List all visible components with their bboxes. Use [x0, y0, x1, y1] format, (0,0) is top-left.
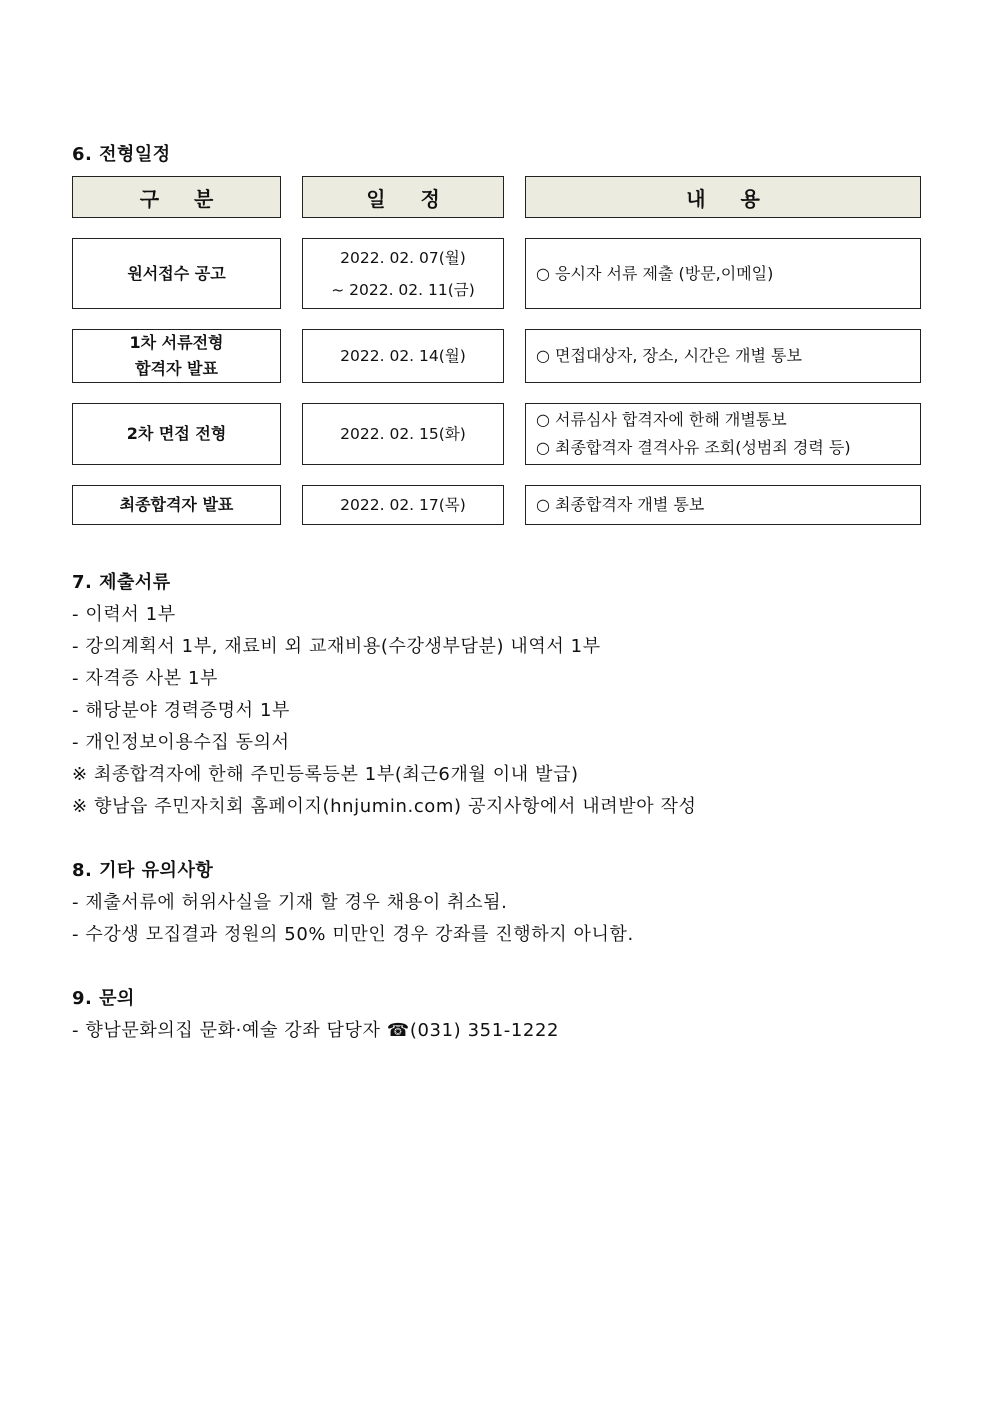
- section-7-title: 7. 제출서류: [72, 572, 171, 593]
- row-2-content: [525, 329, 921, 383]
- row-2-date: [302, 329, 504, 383]
- section-7-item-3: - 자격증 사본 1부: [72, 668, 219, 689]
- row-3-date: [302, 403, 504, 465]
- row-3-date-line-1: 2022. 02. 15(화): [340, 425, 466, 443]
- section-7-item-4: - 해당분야 경력증명서 1부: [72, 700, 290, 721]
- row-3-content: [525, 403, 921, 465]
- row-4-category: [72, 485, 281, 525]
- section-9-contact: - 향남문화의집 문화·예술 강좌 담당자 ☎(031) 351-1222: [72, 1020, 560, 1041]
- header-content: 내 용: [525, 176, 921, 218]
- row-2-date-line-1: 2022. 02. 14(월): [340, 347, 466, 365]
- header-category: 구 분: [72, 176, 281, 218]
- row-4-content: [525, 485, 921, 525]
- section-7-item-2: - 강의계획서 1부, 재료비 외 교재비용(수강생부담분) 내역서 1부: [72, 636, 601, 657]
- row-1-date-line-2: ~ 2022. 02. 11(금): [331, 280, 475, 299]
- section-7-note-2: ※ 향남읍 주민자치회 홈페이지(hnjumin.com) 공지사항에서 내려받아 작성: [72, 796, 697, 817]
- row-1-category-line-1: 원서접수 공고: [127, 263, 226, 283]
- section-9-title: 9. 문의: [72, 988, 135, 1009]
- row-3-category-line-1: 2차 면접 전형: [126, 424, 227, 443]
- section-7-item-1: - 이력서 1부: [72, 604, 176, 625]
- section-8-title: 8. 기타 유의사항: [72, 860, 214, 881]
- row-2-category-line-2: 합격자 발표: [135, 359, 218, 378]
- row-1-date-line-1: 2022. 02. 07(월): [340, 248, 466, 267]
- row-1-date: [302, 238, 504, 309]
- header-date: 일 정: [302, 176, 504, 218]
- row-4-category-line-1: 최종합격자 발표: [119, 495, 234, 514]
- row-1-content-line-1: ○ 응시자 서류 제출 (방문,이메일): [536, 263, 774, 283]
- row-4-date-line-1: 2022. 02. 17(목): [340, 496, 466, 514]
- section-7-item-5: - 개인정보이용수집 동의서: [72, 732, 290, 753]
- section-8-item-2: - 수강생 모집결과 정원의 50% 미만인 경우 강좌를 진행하지 아니함.: [72, 924, 634, 945]
- section-6-title: 6. 전형일정: [72, 144, 171, 165]
- section-7-note-1: ※ 최종합격자에 한해 주민등록등본 1부(최근6개월 이내 발급): [72, 764, 579, 785]
- section-8-item-1: - 제출서류에 허위사실을 기재 할 경우 채용이 취소됨.: [72, 892, 508, 913]
- row-2-category-line-1: 1차 서류전형: [129, 333, 224, 352]
- row-4-content-line-1: ○ 최종합격자 개별 통보: [536, 495, 705, 514]
- row-4-date: [302, 485, 504, 525]
- row-3-category: [72, 403, 281, 465]
- row-3-content-line-1: ○ 서류심사 합격자에 한해 개별통보: [536, 410, 787, 429]
- row-2-content-line-1: ○ 면접대상자, 장소, 시간은 개별 통보: [536, 346, 802, 365]
- row-1-category: [72, 238, 281, 309]
- row-2-category: [72, 329, 281, 383]
- row-3-content-line-2: ○ 최종합격자 결격사유 조회(성범죄 경력 등): [536, 438, 851, 457]
- row-1-content: [525, 238, 921, 309]
